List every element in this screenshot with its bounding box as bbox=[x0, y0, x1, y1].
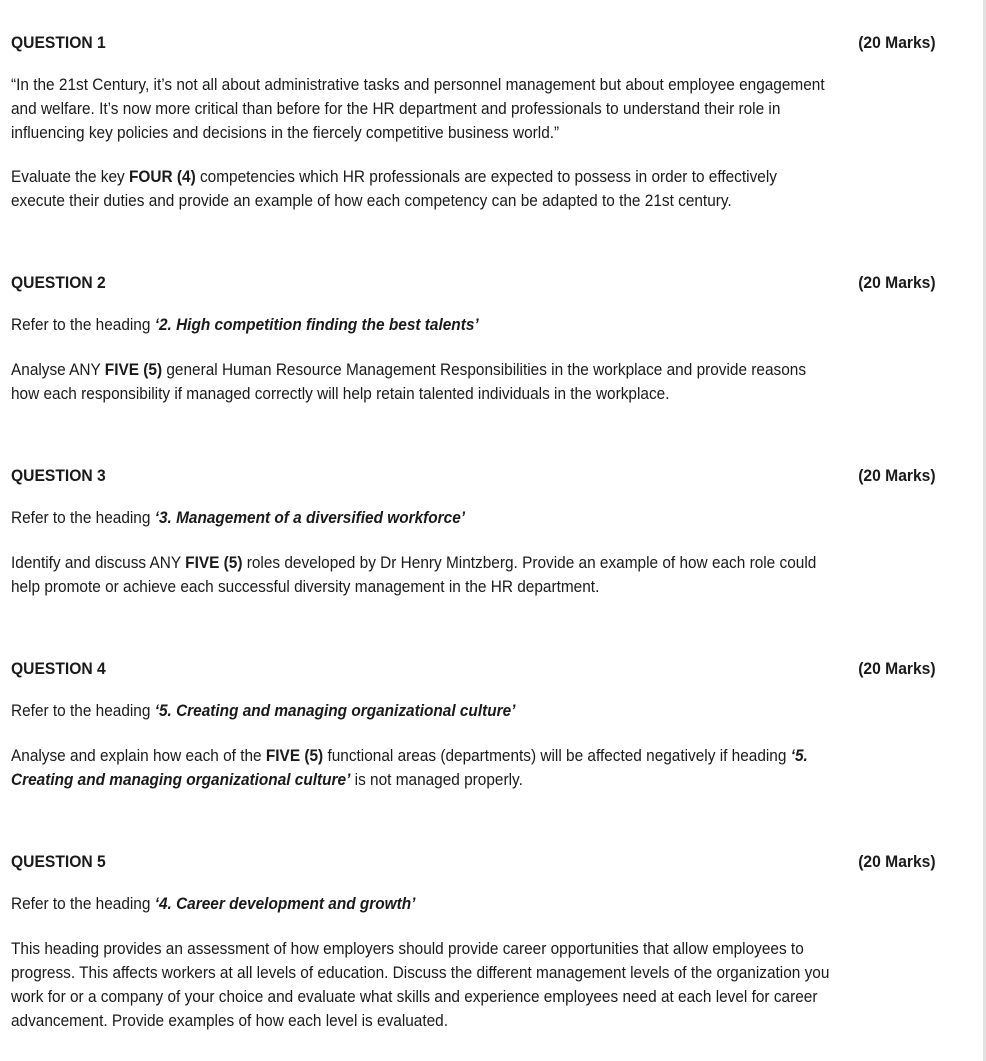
question-marks: (20 Marks) bbox=[858, 33, 936, 52]
question-reference bbox=[11, 313, 835, 337]
task-text: roles developed by Dr Henry Mintzberg. Provide an example of how each role could help promote or achieve each successful diversity management in the HR department. bbox=[11, 553, 817, 596]
question-title: QUESTION 5 bbox=[11, 852, 106, 871]
task-text: competencies which HR professionals are expected to possess in order to effectively execute their duties and provide an example of how each competency can be adapted to the 21st century. bbox=[11, 167, 777, 210]
question-2 bbox=[11, 272, 936, 406]
question-reference bbox=[11, 892, 835, 916]
task-text: Analyse ANY bbox=[11, 360, 105, 379]
task-emphasis: FIVE (5) bbox=[185, 553, 243, 572]
question-header bbox=[11, 658, 936, 680]
reference-heading: ‘3. Management of a diversified workforce’ bbox=[154, 508, 466, 527]
task-emphasis: FIVE (5) bbox=[265, 746, 324, 765]
question-marks: (20 Marks) bbox=[858, 852, 936, 871]
reference-text: Refer to the heading bbox=[11, 508, 155, 527]
task-text: general Human Resource Management Responsibilities in the workplace and provide reasons how each responsibility if managed correctly will help retain talented individuals in the workplace. bbox=[11, 360, 807, 403]
task-text: Analyse and explain how each of the bbox=[11, 746, 266, 765]
reference-text: Refer to the heading bbox=[11, 894, 155, 913]
reference-text: Refer to the heading bbox=[11, 701, 155, 720]
question-marks: (20 Marks) bbox=[858, 466, 936, 485]
question-reference bbox=[11, 506, 835, 530]
question-header bbox=[11, 465, 936, 487]
question-paper bbox=[11, 32, 936, 1033]
question-quote: “In the 21st Century, it’s not all about administrative tasks and personnel management but about employee engagement and welfare. It’s now more critical than before for the HR department and professionals to understand their role in influencing key policies and decisions in the fiercely competitive business world.” bbox=[11, 75, 825, 142]
question-5 bbox=[11, 851, 936, 1033]
question-reference bbox=[11, 699, 835, 723]
task-text: functional areas (departments) will be affected negatively if heading bbox=[323, 746, 791, 765]
question-task bbox=[11, 165, 835, 213]
task-text: Identify and discuss ANY bbox=[11, 553, 186, 572]
reference-heading: ‘5. Creating and managing organizational culture’ bbox=[154, 701, 516, 720]
question-1 bbox=[11, 32, 936, 213]
question-task bbox=[11, 744, 835, 792]
question-task bbox=[11, 358, 835, 406]
question-header bbox=[11, 32, 936, 54]
reference-heading: ‘2. High competition finding the best talents’ bbox=[154, 315, 479, 334]
question-4 bbox=[11, 658, 936, 792]
task-emphasis: FIVE (5) bbox=[104, 360, 163, 379]
question-task bbox=[11, 551, 835, 599]
question-3 bbox=[11, 465, 936, 599]
question-marks: (20 Marks) bbox=[858, 273, 936, 292]
question-title: QUESTION 3 bbox=[11, 466, 106, 485]
reference-heading: ‘4. Career development and growth’ bbox=[154, 894, 416, 913]
task-heading-reference: ‘5. Creating and managing organizational culture’ bbox=[11, 746, 808, 789]
question-marks: (20 Marks) bbox=[858, 659, 936, 678]
question-title: QUESTION 4 bbox=[11, 659, 106, 678]
question-header bbox=[11, 851, 936, 873]
reference-text: Refer to the heading bbox=[11, 315, 155, 334]
question-task: This heading provides an assessment of how employers should provide career opportunities that allow employees to progress. This affects workers at all levels of education. Discuss the different management levels of the organization you work for or a company of your choice and evaluate what skills and experience employees need at each level for career advancement. Provide examples of how each level is evaluated. bbox=[11, 939, 830, 1030]
question-header bbox=[11, 272, 936, 294]
task-text: is not managed properly. bbox=[350, 770, 523, 789]
question-title: QUESTION 2 bbox=[11, 273, 106, 292]
task-text: Evaluate the key bbox=[11, 167, 130, 186]
question-title: QUESTION 1 bbox=[11, 33, 106, 52]
task-emphasis: FOUR (4) bbox=[129, 167, 196, 186]
